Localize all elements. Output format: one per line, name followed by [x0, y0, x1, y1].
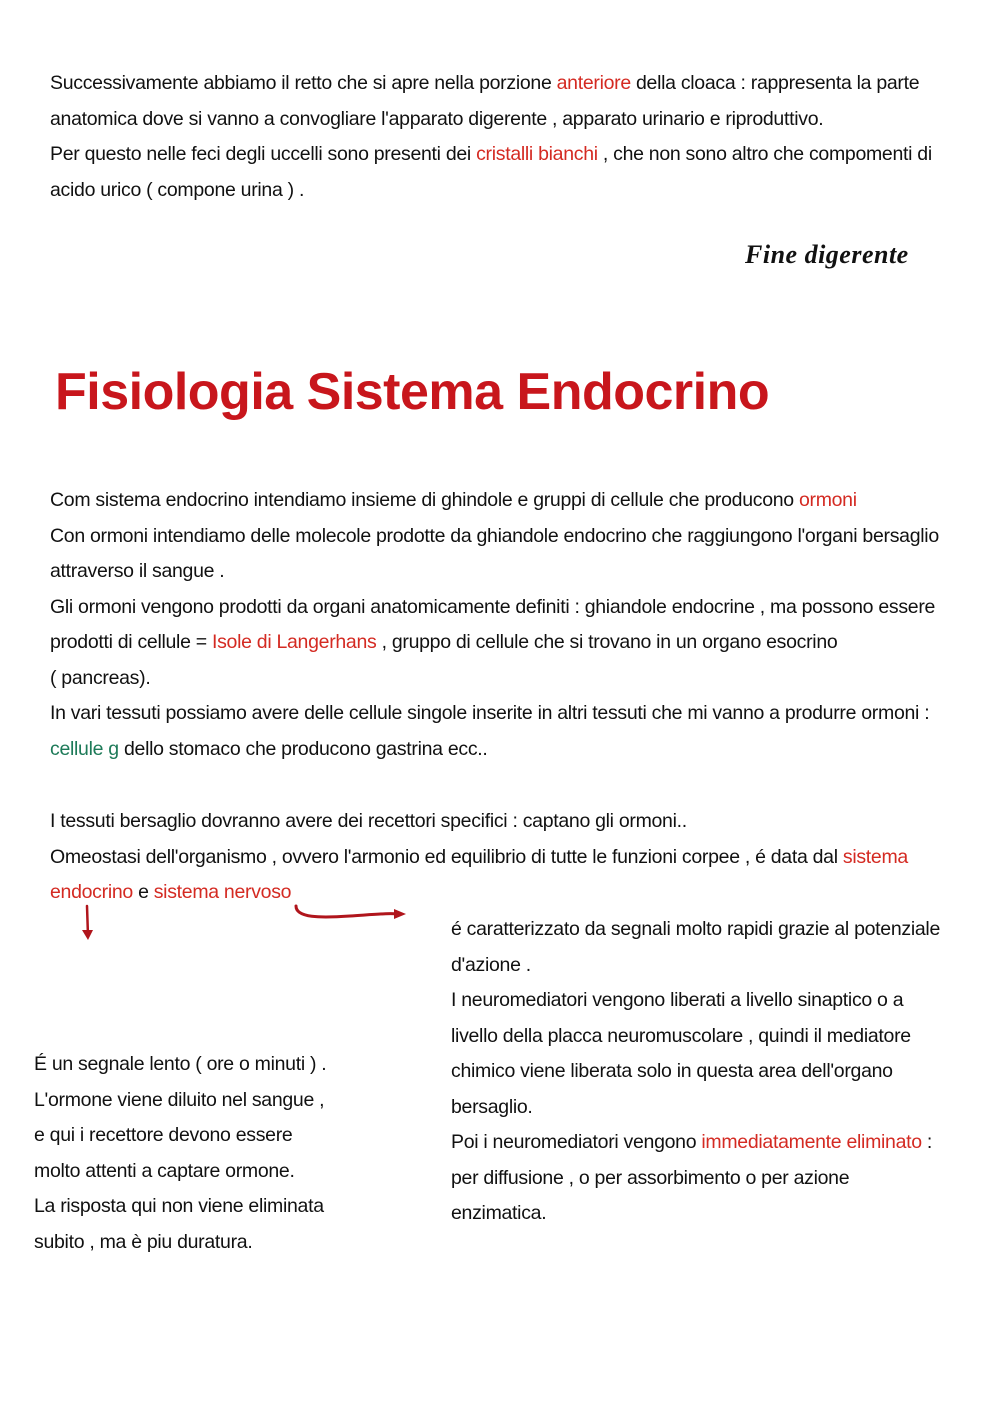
highlight-cellule-g: cellule g	[50, 737, 119, 760]
page-title: Fisiologia Sistema Endocrino	[55, 363, 770, 421]
body-text: dello stomaco che producono gastrina ecc..	[118, 737, 488, 760]
body-text: Con ormoni intendiamo delle molecole prodotte da ghiandole endocrino che raggiungono l'organi bersaglio attraverso il sangue .	[50, 524, 939, 582]
intro-text: della cloaca : rappresenta la parte anatomica dove si vanno a convogliare l'apparato digerente , apparato urinario e riproduttivo.	[50, 72, 920, 130]
nervous-text: : per diffusione , o per assorbimento o per azione enzimatica.	[451, 1131, 933, 1224]
body-text: e	[132, 881, 154, 903]
intro-text: Per questo nelle feci degli uccelli sono presenti dei	[50, 143, 477, 165]
highlight-ormoni: ormoni	[798, 489, 857, 511]
body-text: In vari tessuti possiamo avere delle cellule singole inserite in altri tessuti che mi vanno a produrre ormoni :	[50, 702, 930, 724]
endocrine-column	[34, 1047, 334, 1260]
homeostasis-paragraph	[50, 804, 950, 911]
highlight-immediatamente-eliminato: immediatamente eliminato	[701, 1131, 922, 1153]
endocrine-text: É un segnale lento ( ore o minuti ) .	[34, 1053, 327, 1075]
intro-text: , che non sono altro che compomenti di acido urico ( compone urina ) .	[50, 143, 932, 201]
endocrine-text: L'ormone viene diluito nel sangue , e qui i recettore devono essere molto attenti a captare ormone.	[34, 1088, 325, 1182]
body-text: Com sistema endocrino intendiamo insieme di ghindole e gruppi di cellule che producono	[50, 489, 799, 511]
highlight-isole-langerhans: Isole di Langerhans	[211, 631, 377, 653]
endocrine-paragraph	[50, 483, 950, 767]
intro-text: Successivamente abbiamo il retto che si apre nella porzione	[50, 72, 557, 94]
section-end-signature: Fine digerente	[745, 240, 909, 269]
body-text: I tessuti bersaglio dovranno avere dei recettori specifici : captano gli ormoni..	[50, 810, 687, 832]
endocrine-text: La risposta qui non viene eliminata subito , ma è piu duratura.	[34, 1195, 324, 1253]
arrow-down-icon	[72, 904, 102, 944]
nervous-text: I neuromediatori vengono liberati a livello sinaptico o a livello della placca neuromuscolare , quindi il mediatore chimico viene liberata solo in questa area dell'organo bersaglio.	[451, 989, 911, 1118]
highlight-sistema-endocrino: sistema endocrino	[50, 845, 908, 903]
body-text: ( pancreas).	[50, 666, 151, 689]
body-text: Omeostasi dell'organismo , ovvero l'armonio ed equilibrio di tutte le funzioni corpee , é data dal	[50, 845, 843, 868]
nervous-text: é caratterizzato da segnali molto rapidi grazie al potenziale d'azione .	[451, 918, 940, 976]
nervous-system-column	[451, 912, 941, 1232]
arrow-right-icon	[290, 900, 420, 930]
highlight-sistema-nervoso: sistema nervoso	[153, 881, 292, 903]
nervous-text: Poi i neuromediatori vengono	[451, 1131, 702, 1153]
highlight-cristalli-bianchi: cristalli bianchi	[476, 143, 598, 165]
body-text: , gruppo di cellule che si trovano in un organo esocrino	[376, 631, 838, 653]
highlight-anteriore: anteriore	[556, 72, 631, 94]
body-text: Gli ormoni vengono prodotti da organi anatomicamente definiti : ghiandole endocrine , ma possono essere prodotti di cellule =	[50, 595, 936, 653]
intro-paragraph	[50, 66, 950, 208]
